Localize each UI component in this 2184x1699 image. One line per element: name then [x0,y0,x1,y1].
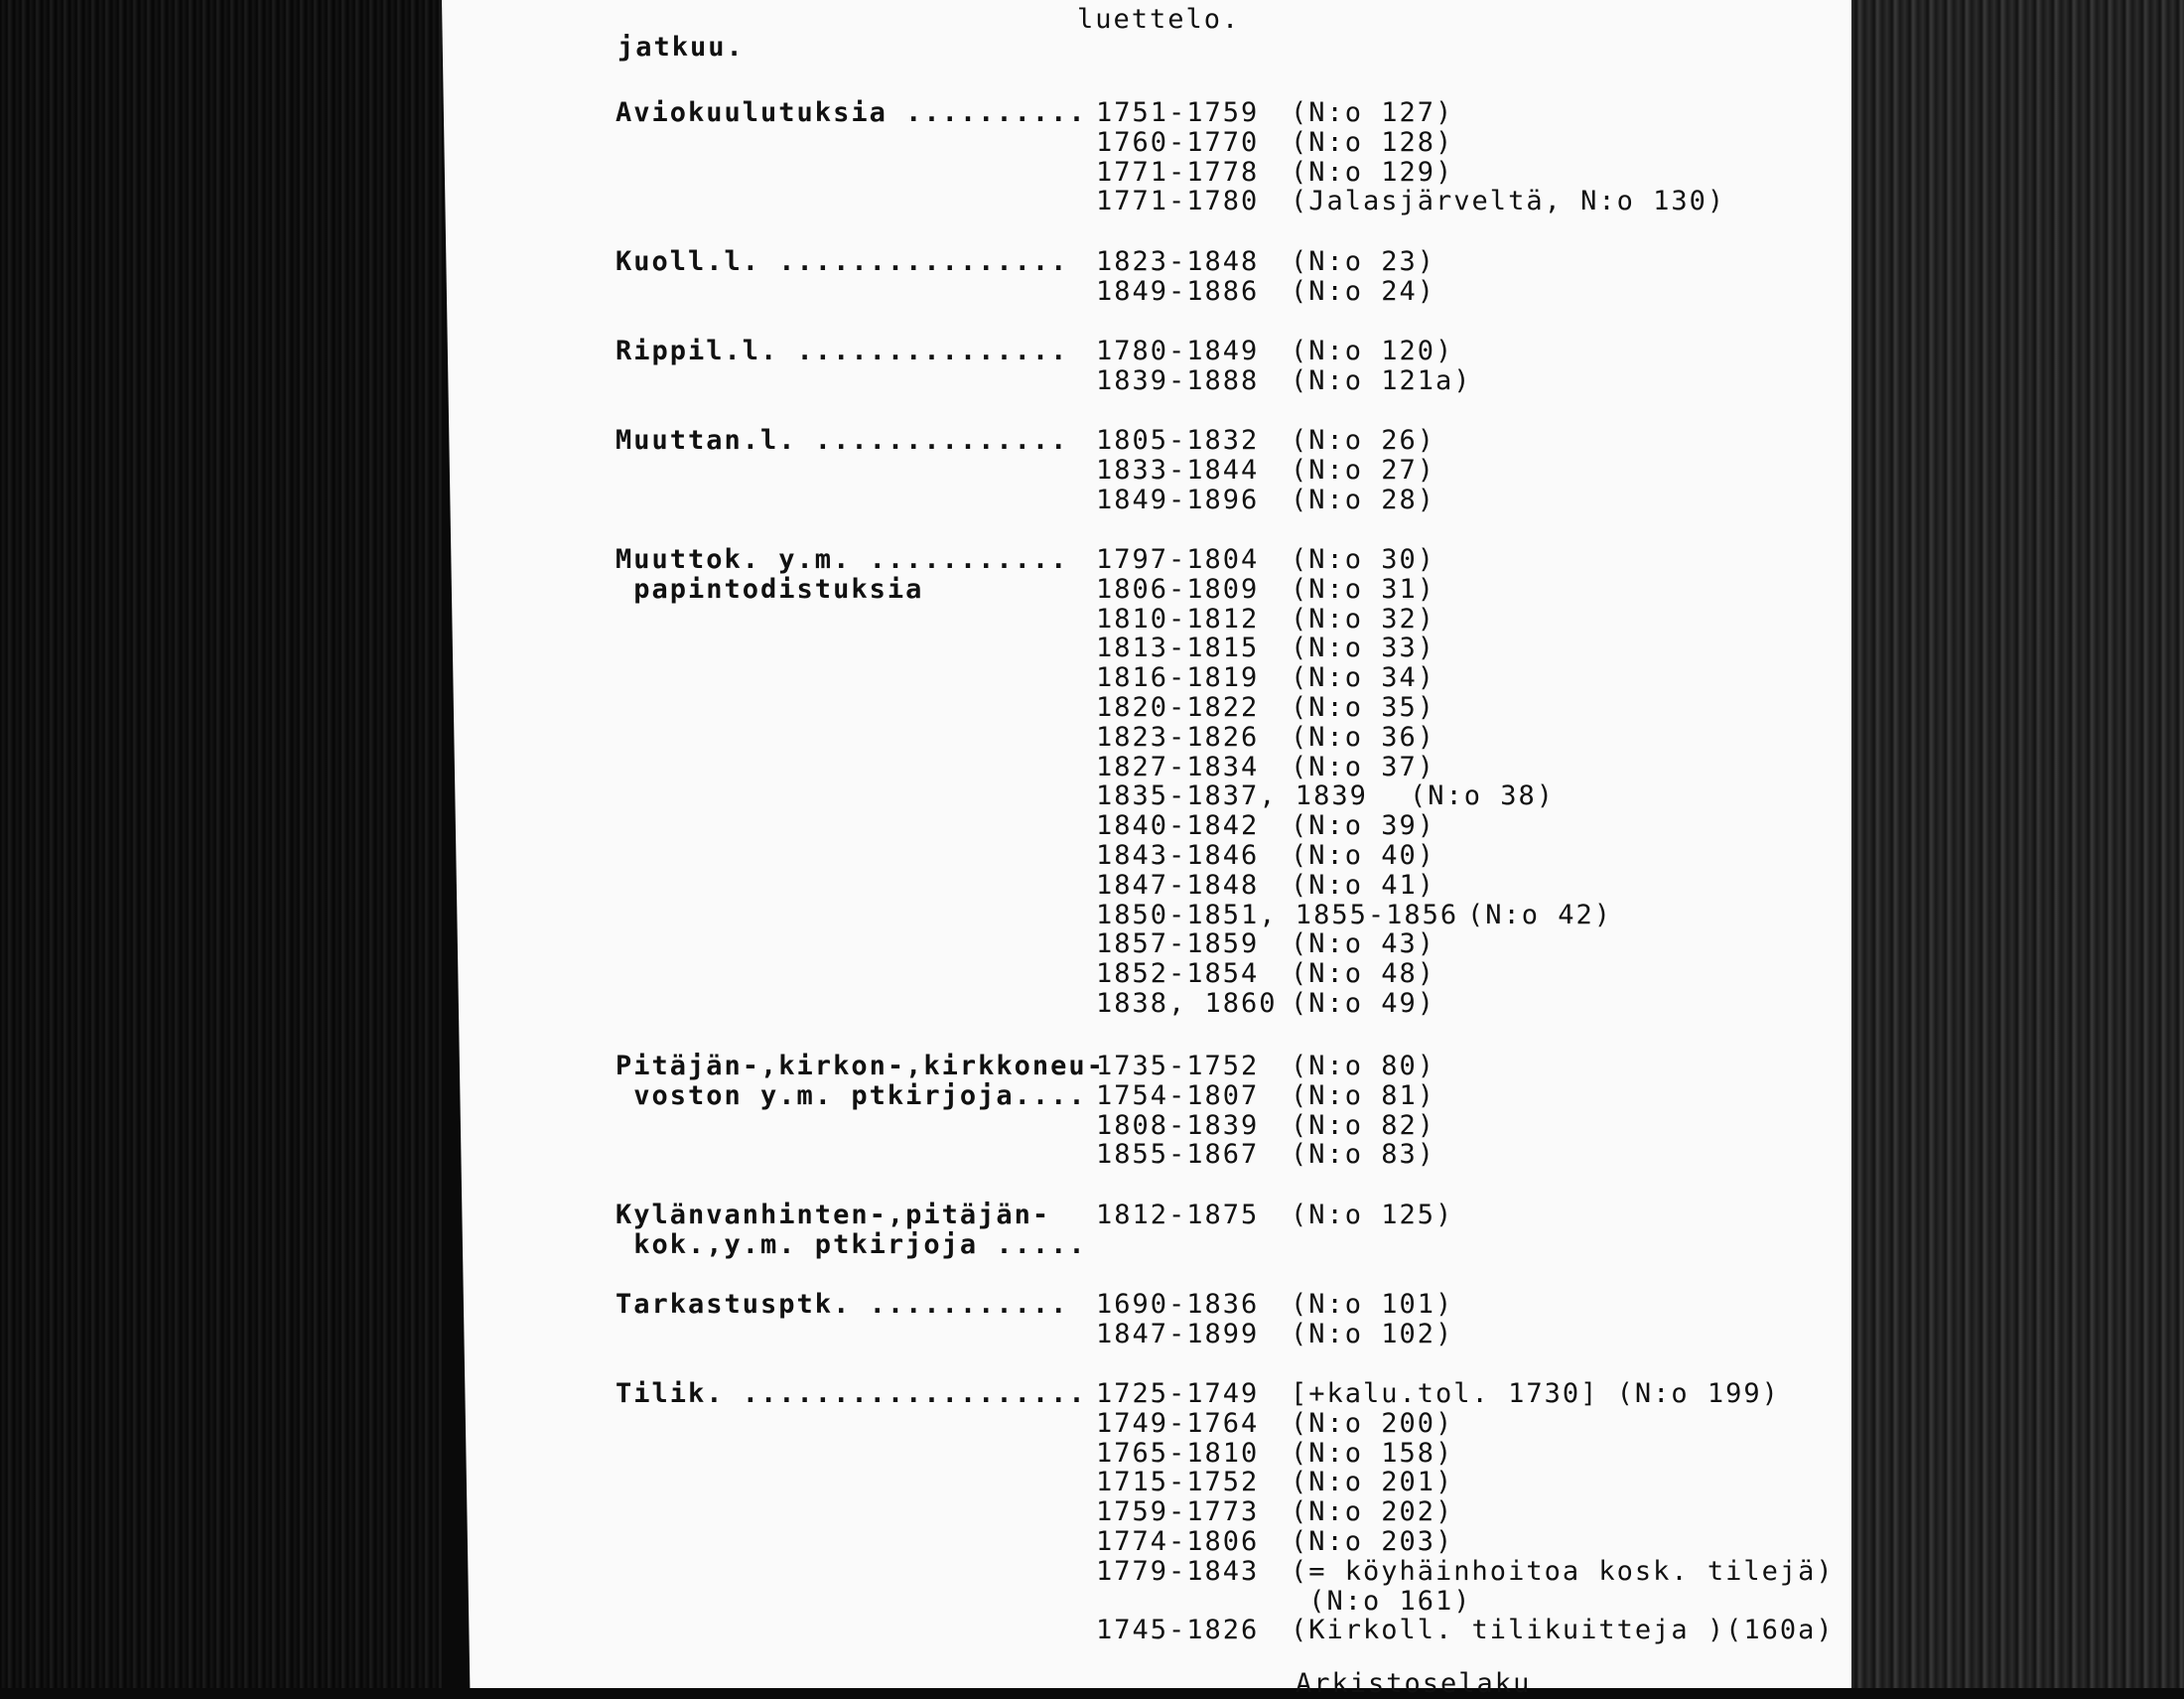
reference-number: (N:o 200) [1291,1407,1454,1439]
year-range: 1690-1836 [1096,1289,1260,1320]
year-range: 1823-1826 [1096,721,1260,753]
year-range: 1771-1778 [1096,156,1260,188]
year-range: 1847-1848 [1096,869,1260,901]
reference-number: (N:o 38) [1410,780,1556,812]
year-range: 1759-1773 [1096,1496,1260,1528]
reference-number: (N:o 121a) [1291,364,1472,396]
year-range: 1855-1867 [1096,1139,1260,1171]
reference-number: (N:o 37) [1291,751,1436,782]
year-range: 1774-1806 [1096,1526,1260,1557]
year-range: 1765-1810 [1096,1437,1260,1469]
reference-number: (N:o 35) [1291,692,1436,723]
section-label: Kuoll.l. ................ [615,246,1069,277]
year-range: 1725-1749 [1096,1378,1260,1409]
reference-number: (N:o 39) [1291,810,1436,842]
year-range: 1806-1809 [1096,573,1260,605]
section-label: voston y.m. ptkirjoja.... [615,1079,1087,1111]
reference-number: (N:o 36) [1291,721,1436,753]
reference-number: (N:o 24) [1291,275,1436,307]
reference-number: (N:o 102) [1291,1318,1454,1349]
footer-text: Arkistoselaku [1296,1668,1532,1699]
section-label: Muuttok. y.m. ........... [615,544,1069,575]
reference-number: (N:o 83) [1291,1139,1436,1171]
reference-number: (N:o 48) [1291,958,1436,990]
year-range: 1771-1780 [1096,186,1260,217]
reference-number: (N:o 101) [1291,1289,1454,1320]
year-range: 1843-1846 [1096,840,1260,871]
year-range: 1827-1834 [1096,751,1260,782]
section-label: Aviokuulutuksia .......... [615,97,1087,128]
page-title: luettelo. [1077,4,1241,35]
year-range: 1797-1804 [1096,544,1260,575]
year-range: 1852-1854 [1096,958,1260,990]
year-range: 1849-1886 [1096,275,1260,307]
reference-number: (Jalasjärveltä, N:o 130) [1291,186,1726,217]
year-range: 1833-1844 [1096,454,1260,486]
year-range: 1813-1815 [1096,633,1260,664]
year-range: 1838, 1860 [1096,988,1278,1019]
section-label: papintodistuksia [615,573,924,605]
section-label: Rippil.l. ............... [615,336,1069,366]
year-range: 1840-1842 [1096,810,1260,842]
year-range: 1780-1849 [1096,336,1260,366]
reference-number: (N:o 201) [1291,1467,1454,1498]
section-label: Muuttan.l. .............. [615,425,1069,456]
year-range: 1760-1770 [1096,126,1260,158]
reference-number: (N:o 42) [1467,899,1613,930]
reference-number: (N:o 43) [1291,928,1436,960]
year-range: 1754-1807 [1096,1079,1260,1111]
reference-number: (N:o 26) [1291,425,1436,456]
scan-left-margin [0,0,442,1688]
year-range: 1835-1837, 1839 [1096,780,1368,812]
reference-number: (N:o 202) [1291,1496,1454,1528]
reference-number: (N:o 203) [1291,1526,1454,1557]
year-range: 1820-1822 [1096,692,1260,723]
section-label: Kylänvanhinten-,pitäjän- [615,1200,1051,1230]
reference-number: [+kalu.tol. 1730] (N:o 199) [1291,1378,1780,1409]
reference-number: (N:o 32) [1291,603,1436,635]
continued-note: jatkuu. [617,32,745,63]
reference-number: (N:o 41) [1291,869,1436,901]
section-label: Pitäjän-,kirkon-,kirkkoneu- [615,1051,1105,1081]
year-range: 1823-1848 [1096,246,1260,277]
year-range: 1839-1888 [1096,364,1260,396]
reference-number: (N:o 125) [1291,1200,1454,1230]
year-range: 1779-1843 [1096,1555,1260,1587]
year-range: 1849-1896 [1096,484,1260,515]
year-range: 1850-1851, 1855-1856 [1096,899,1459,930]
reference-number: (N:o 34) [1291,662,1436,694]
year-range: 1745-1826 [1096,1615,1260,1646]
reference-number: (N:o 80) [1291,1051,1436,1081]
section-label: Tarkastusptk. ........... [615,1289,1069,1320]
year-range: 1749-1764 [1096,1407,1260,1439]
reference-number: (N:o 128) [1291,126,1454,158]
section-label: kok.,y.m. ptkirjoja ..... [615,1228,1087,1260]
year-range: 1735-1752 [1096,1051,1260,1081]
reference-number: (N:o 49) [1291,988,1436,1019]
reference-number: (N:o 27) [1291,454,1436,486]
year-range: 1805-1832 [1096,425,1260,456]
reference-number: (N:o 31) [1291,573,1436,605]
reference-number: (N:o 158) [1291,1437,1454,1469]
reference-number: (N:o 40) [1291,840,1436,871]
year-range: 1857-1859 [1096,928,1260,960]
year-range: 1847-1899 [1096,1318,1260,1349]
reference-number: (N:o 28) [1291,484,1436,515]
scan-right-margin [1851,0,2184,1688]
reference-number: (N:o 23) [1291,246,1436,277]
year-range: 1808-1839 [1096,1109,1260,1141]
year-range: 1812-1875 [1096,1200,1260,1230]
reference-number: (N:o 82) [1291,1109,1436,1141]
reference-number: (N:o 120) [1291,336,1454,366]
reference-number: (N:o 127) [1291,97,1454,128]
year-range: 1816-1819 [1096,662,1260,694]
reference-number: (N:o 33) [1291,633,1436,664]
reference-number: (N:o 129) [1291,156,1454,188]
reference-number: (Kirkoll. tilikuitteja )(160a) [1291,1615,1835,1646]
year-range: 1715-1752 [1096,1467,1260,1498]
reference-number: (N:o 161) [1291,1585,1472,1617]
reference-number: (N:o 81) [1291,1079,1436,1111]
reference-number: (= köyhäinhoitoa kosk. tilejä) [1291,1555,1835,1587]
year-range: 1810-1812 [1096,603,1260,635]
section-label: Tilik. ................... [615,1378,1087,1409]
year-range: 1751-1759 [1096,97,1260,128]
reference-number: (N:o 30) [1291,544,1436,575]
